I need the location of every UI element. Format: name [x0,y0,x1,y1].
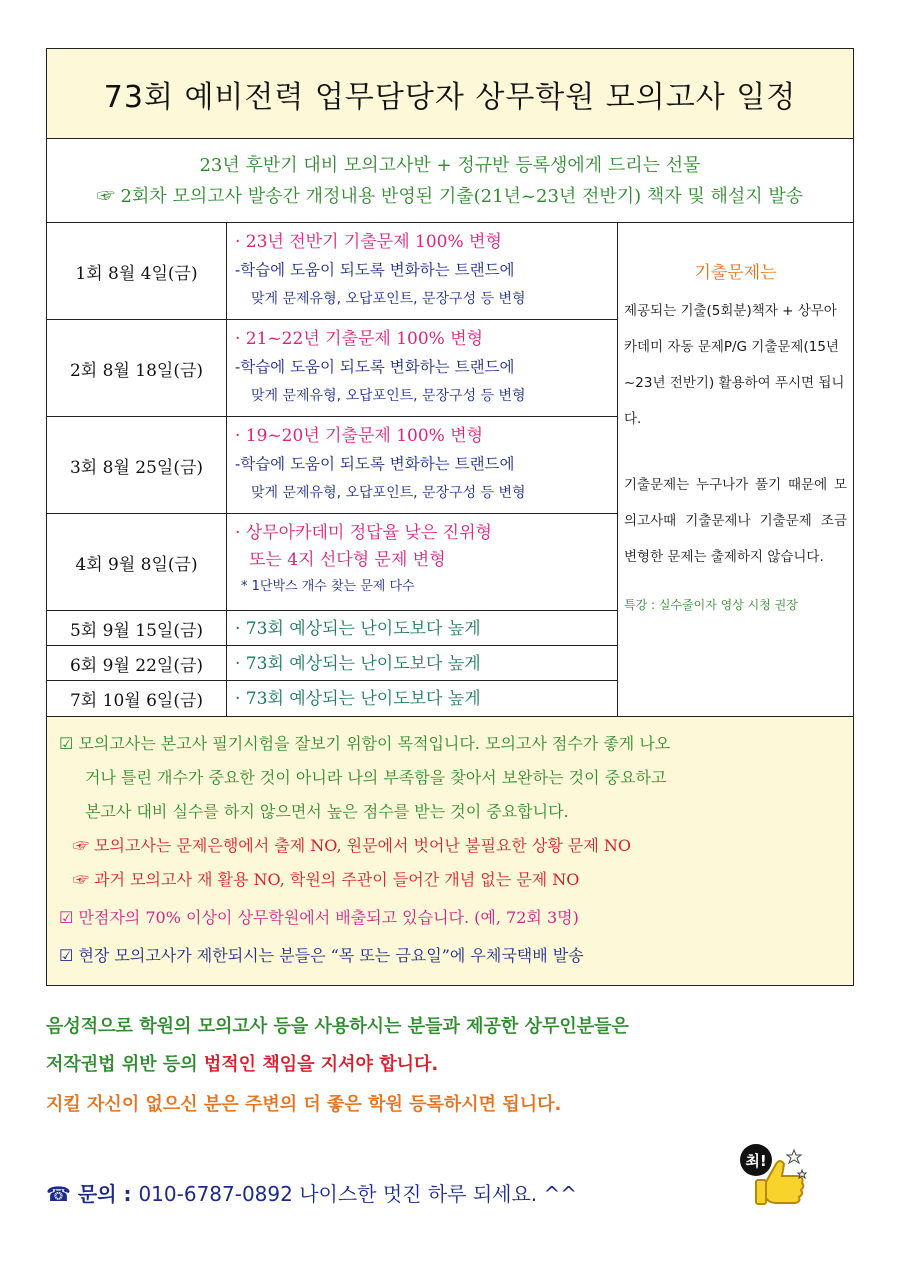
schedule-row [47,320,617,417]
note-1-text-1: 모의고사는 본고사 필기시험을 잘보기 위함이 목적입니다. 모의고사 점수가 좋게 나오 [78,734,671,753]
schedule-row [47,223,617,320]
note-3 [59,863,843,897]
schedule-date: 5회 9월 15일(금) [47,611,227,645]
footer-line-2 [46,1046,866,1084]
footer-line-3: 지킬 자신이 없으신 분은 주변의 더 좋은 학원 등록하시면 됩니다. [46,1094,562,1115]
schedule-rows [47,223,618,716]
gift-line-1: 23년 후반기 대비 모의고사반 + 정규반 등록생에게 드리는 선물 [199,155,701,176]
schedule-table [47,223,853,717]
schedule-main: · 19~20년 기출문제 100% 변형 [235,426,484,446]
schedule-desc [227,611,617,645]
schedule-main: · 상무아카데미 정답율 낮은 진위형 [235,523,492,543]
schedule-sub-2: 맞게 문제유형, 오답포인트, 문장구성 등 변형 [251,291,526,307]
note-5-text: 현장 모의고사가 제한되시는 분들은 “목 또는 금요일”에 우체국택배 발송 [78,946,584,965]
gift-line-2 [47,181,853,213]
note-5 [59,939,843,973]
checkbox-icon: ☑ [59,734,79,753]
note-3-text: 과거 모의고사 재 활용 NO, 학원의 주관이 들어간 개념 없는 문제 NO [94,870,580,889]
schedule-date: 2회 8월 18일(금) [47,320,227,416]
note-2-text: 모의고사는 문제은행에서 출제 NO, 원문에서 벗어난 불필요한 상황 문제 NO [94,836,632,855]
schedule-row [47,646,617,681]
schedule-main: · 73회 예상되는 난이도보다 높게 [235,654,481,674]
note-1-line-2: 거나 틀린 개수가 중요한 것이 아니라 나의 부족함을 찾아서 보완하는 것이 중요하고 [85,768,667,787]
contact-phone[interactable]: 010-6787-0892 [138,1182,293,1206]
schedule-date: 6회 9월 22일(금) [47,646,227,680]
schedule-date: 4회 9월 8일(금) [47,514,227,610]
note-1-line-3: 본고사 대비 실수를 하지 않으면서 높은 점수를 받는 것이 중요합니다. [85,802,569,821]
schedule-row [47,514,617,611]
schedule-desc [227,417,617,513]
note-4-text: 만점자의 70% 이상이 상무학원에서 배출되고 있습니다. (예, 72회 3명) [78,908,579,927]
schedule-main: · 73회 예상되는 난이도보다 높게 [235,619,481,639]
footer-warning [46,1008,866,1126]
special-lecture-note: 특강 : 실수줄이자 영상 시청 권장 [624,598,798,612]
badge-text: 최! [745,1152,767,1170]
schedule-row [47,611,617,646]
schedule-sub-2: 맞게 문제유형, 오답포인트, 문장구성 등 변형 [251,388,526,404]
schedule-desc [227,223,617,319]
schedule-date: 1회 8월 4일(금) [47,223,227,319]
schedule-date: 7회 10월 6일(금) [47,681,227,716]
past-exam-panel [618,223,853,716]
schedule-date: 3회 8월 25일(금) [47,417,227,513]
title-row [47,49,853,139]
contact-label: 문의 : [77,1182,139,1206]
schedule-desc [227,320,617,416]
pointing-hand-icon: ☞ [73,870,95,889]
footer-line-2a: 저작권법 위반 등의 [46,1054,204,1075]
gift-section [47,139,853,223]
schedule-sub-1: -학습에 도움이 되도록 변화하는 트랜드에 [235,358,515,376]
gift-line-2-text: 2회차 모의고사 발송간 개정내용 반영된 기출(21년~23년 전반기) 책자 및 해설지 발송 [120,186,804,207]
pointing-hand-icon: ☞ [73,836,95,855]
checkbox-icon: ☑ [59,908,79,927]
schedule-sub-1: -학습에 도움이 되도록 변화하는 트랜드에 [235,261,515,279]
schedule-sub-1: -학습에 도움이 되도록 변화하는 트랜드에 [235,455,515,473]
thumbs-up-icon [736,1142,808,1214]
contact-line [46,1178,577,1207]
schedule-main: · 21~22년 기출문제 100% 변형 [235,329,484,349]
schedule-desc [227,681,617,716]
page-title: 73회 예비전력 업무담당자 상무학원 모의고사 일정 [103,79,797,115]
schedule-document [46,48,854,986]
note-2 [59,829,843,863]
schedule-desc [227,514,617,610]
schedule-main-2: 또는 4지 선다형 문제 변형 [249,550,446,570]
schedule-row [47,681,617,716]
notes-section [47,717,853,985]
schedule-row [47,417,617,514]
footer-line-1: 음성적으로 학원의 모의고사 등을 사용하시는 분들과 제공한 상무인분들은 [46,1016,629,1037]
note-4 [59,901,843,935]
past-exam-text-1: 제공되는 기출(5회분)책자 + 상무아카데미 자동 문제P/G 기출문제(15년~23년 전반기) 활용하여 푸시면 됩니다. [624,303,845,427]
past-exam-title: 기출문제는 [694,263,777,283]
contact-tail: 나이스한 멋진 하루 되세요. ^^ [292,1182,578,1206]
schedule-note: * 1단박스 개수 찾는 문제 다수 [241,579,415,594]
note-1-line-1 [59,727,843,761]
past-exam-text-2: 기출문제는 누구나가 풀기 때문에 모의고사때 기출문제나 기출문제 조금 변형한 문제는 출제하지 않습니다. [624,477,847,565]
schedule-sub-2: 맞게 문제유형, 오답포인트, 문장구성 등 변형 [251,485,526,501]
telephone-icon: ☎ [46,1182,78,1206]
schedule-main: · 73회 예상되는 난이도보다 높게 [235,689,481,709]
checkbox-icon: ☑ [59,946,79,965]
footer-line-2b: 법적인 책임을 지셔야 합니다. [203,1054,439,1075]
schedule-main: · 23년 전반기 기출문제 100% 변형 [235,232,502,252]
schedule-desc [227,646,617,680]
pointing-hand-icon: ☞ [96,186,121,207]
